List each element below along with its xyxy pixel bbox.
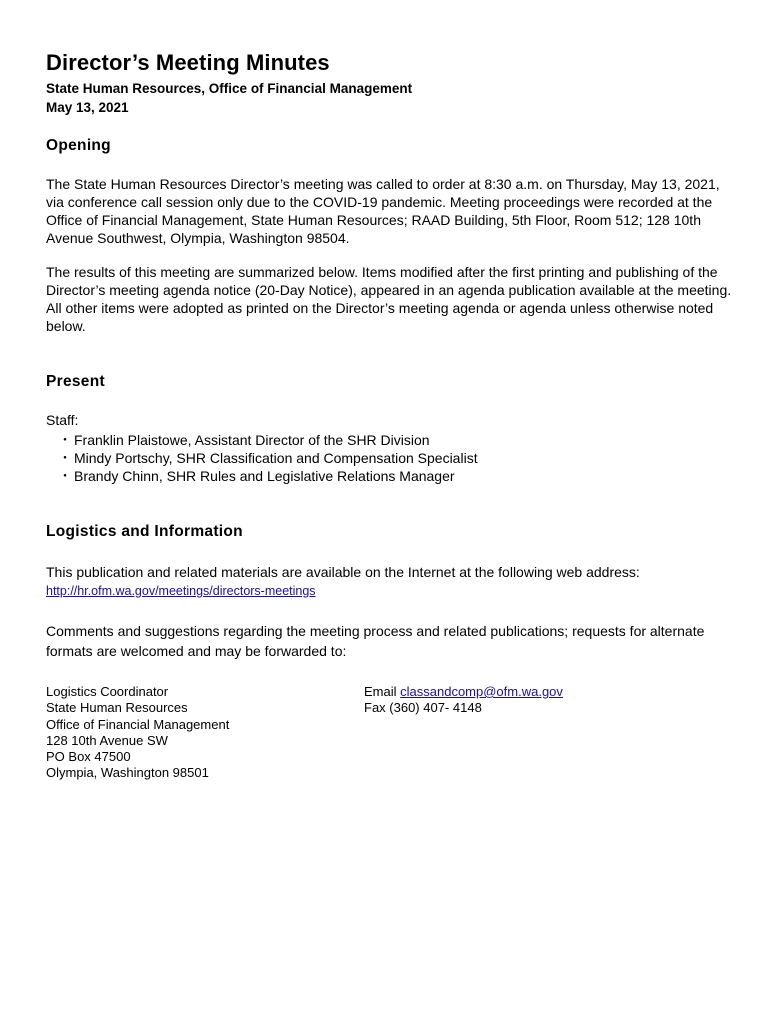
list-item	[56, 467, 478, 485]
bullet-icon: ・	[58, 450, 72, 466]
meeting-date: May 13, 2021	[46, 100, 129, 115]
staff-member: Franklin Plaistowe, Assistant Director of the SHR Division	[74, 432, 430, 448]
address-line: Olympia, Washington 98501	[46, 765, 209, 781]
email-line	[364, 684, 563, 700]
address-line: Logistics Coordinator	[46, 684, 169, 699]
bullet-icon: ・	[58, 468, 72, 484]
address-line: PO Box 47500	[46, 749, 131, 765]
contact-info	[364, 684, 563, 717]
opening-paragraph-2: The results of this meeting are summarized below. Items modified after the first printing and publishing of the Director’s meeting agenda notice (20-Day Notice), appeared in an agenda publication available at the meeting. All other items were adopted as printed on the Director’s meeting agenda or agenda unless otherwise noted below.	[46, 264, 732, 334]
list-item	[56, 449, 478, 467]
opening-heading: Opening	[46, 137, 111, 154]
mailing-address	[46, 684, 229, 782]
directors-meetings-link[interactable]: http://hr.ofm.wa.gov/meetings/directors-meetings	[46, 584, 316, 598]
staff-label: Staff:	[46, 412, 79, 428]
email-link[interactable]: classandcomp@ofm.wa.gov	[400, 684, 563, 699]
address-line: 128 10th Avenue SW	[46, 732, 168, 748]
page-title: Director’s Meeting Minutes	[46, 50, 330, 75]
opening-paragraph-1: The State Human Resources Director’s meeting was called to order at 8:30 a.m. on Thursday, May 13, 2021, via conference call session only due to the COVID-19 pandemic. Meeting proceedings were recorded at the Office of Financial Management, State Human Resources; RAAD Building, 5th Floor, Room 512; 128 10th Avenue Southwest, Olympia, Washington 98504.	[46, 176, 720, 246]
fax-line: Fax (360) 407- 4148	[364, 700, 482, 716]
address-line: Office of Financial Management	[46, 716, 230, 732]
email-label: Email	[364, 684, 397, 699]
staff-member: Brandy Chinn, SHR Rules and Legislative Relations Manager	[74, 468, 455, 484]
logistics-heading: Logistics and Information	[46, 523, 243, 540]
bullet-icon: ・	[58, 432, 72, 448]
organization-subtitle: State Human Resources, Office of Financial Management	[46, 81, 413, 96]
staff-member: Mindy Portschy, SHR Classification and Compensation Specialist	[74, 450, 478, 466]
logistics-paragraph-1: This publication and related materials are available on the Internet at the following web address:	[46, 564, 640, 580]
list-item	[56, 431, 478, 449]
staff-list	[56, 431, 478, 485]
present-heading: Present	[46, 373, 105, 390]
logistics-paragraph-2: Comments and suggestions regarding the meeting process and related publications; requests for alternate formats are welcomed and may be forwarded to:	[46, 623, 705, 659]
address-line: State Human Resources	[46, 700, 188, 716]
